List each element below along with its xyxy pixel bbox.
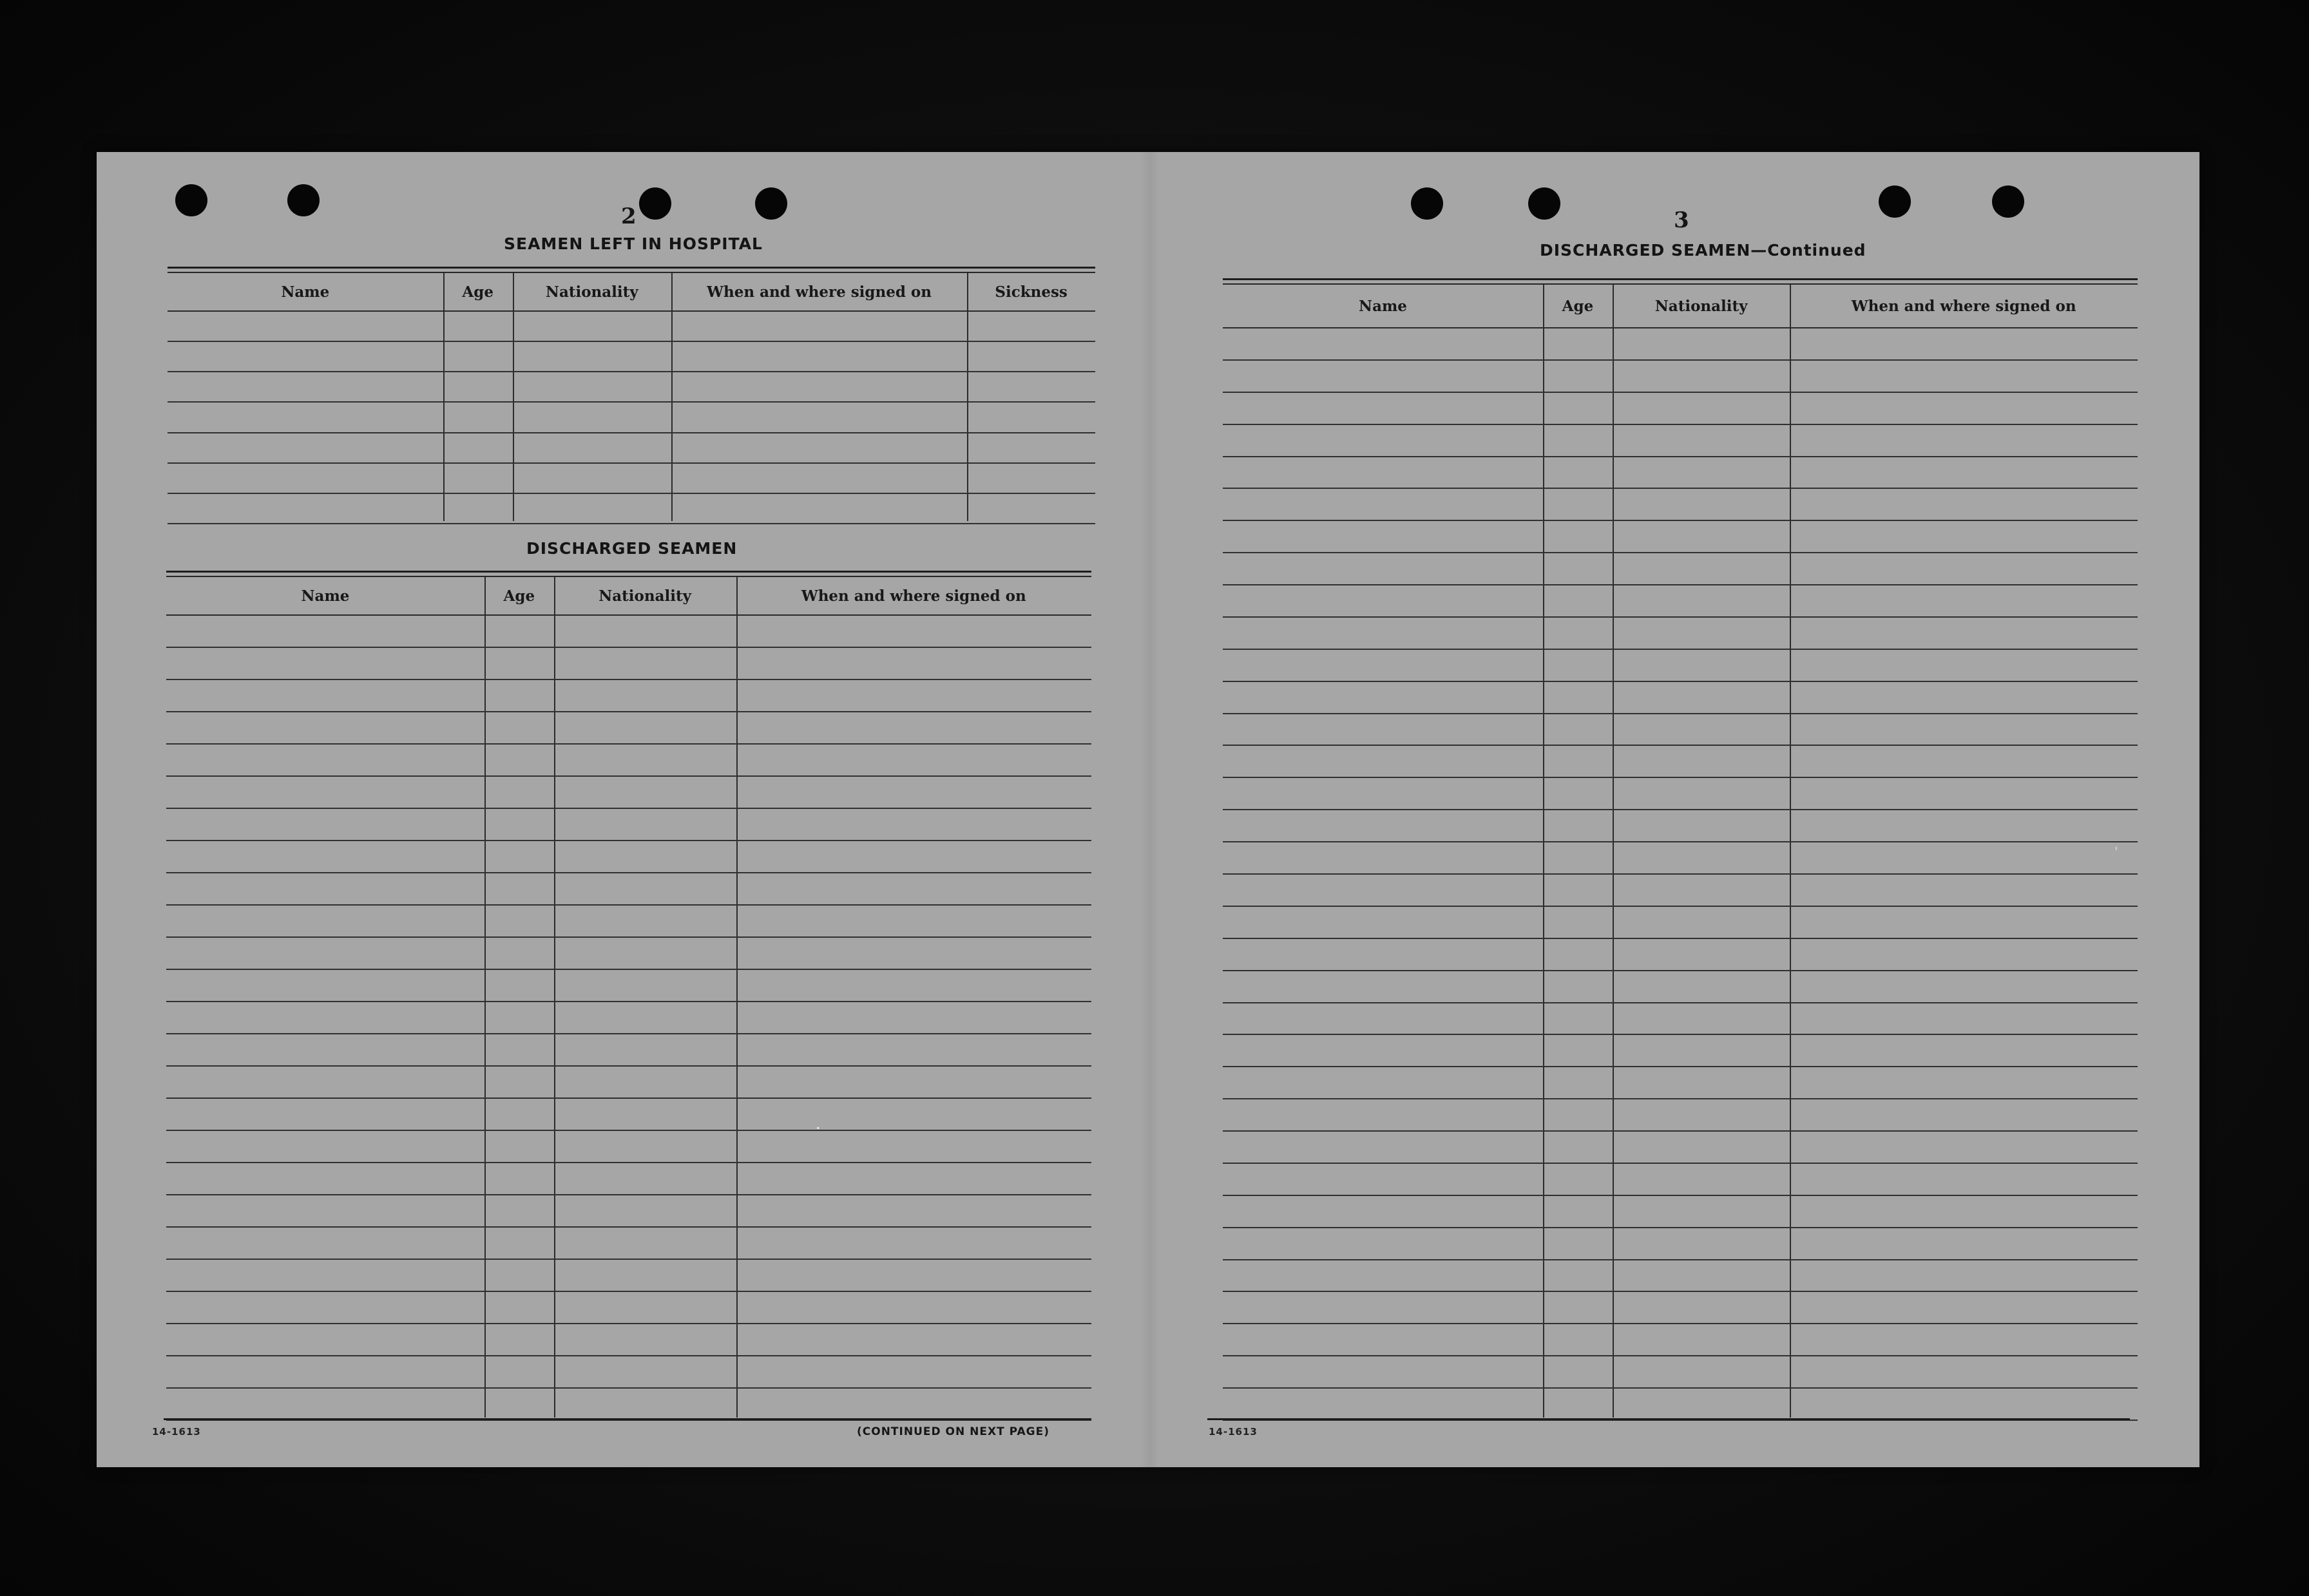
form-row[interactable] (168, 432, 1095, 433)
scan-artifact: · (816, 1119, 821, 1137)
binder-hole (1992, 185, 2024, 218)
form-row[interactable] (166, 904, 1091, 906)
form-row[interactable] (166, 679, 1091, 680)
form-row[interactable] (166, 1033, 1091, 1034)
continued-note: (CONTINUED ON NEXT PAGE) (857, 1425, 1049, 1438)
form-row[interactable] (166, 1001, 1091, 1002)
form-row[interactable] (166, 1355, 1091, 1356)
form-row[interactable] (166, 1162, 1091, 1163)
form-row[interactable] (1223, 1387, 2138, 1389)
form-row[interactable] (168, 462, 1095, 464)
form-row[interactable] (166, 936, 1091, 938)
column-header: Sickness (995, 283, 1068, 301)
center-fold (1140, 152, 1160, 1467)
binder-hole (175, 184, 207, 216)
form-row[interactable] (1223, 1098, 2138, 1099)
form-row[interactable] (1223, 1291, 2138, 1292)
form-row[interactable] (166, 775, 1091, 777)
column-divider (967, 273, 968, 521)
form-row[interactable] (166, 808, 1091, 809)
binder-hole (287, 184, 320, 216)
form-row[interactable] (1223, 970, 2138, 971)
form-row[interactable] (166, 1130, 1091, 1131)
form-row[interactable] (166, 840, 1091, 841)
binder-hole (755, 187, 787, 220)
table-header (166, 577, 1091, 616)
form-row[interactable] (1223, 713, 2138, 714)
left-footer-rule (164, 1418, 1091, 1420)
hospital-section-title: SEAMEN LEFT IN HOSPITAL (504, 234, 763, 253)
form-row[interactable] (1223, 1002, 2138, 1003)
form-row[interactable] (1223, 1323, 2138, 1324)
form-row[interactable] (1223, 392, 2138, 393)
form-row[interactable] (1223, 841, 2138, 842)
scan-artifact: ' (2114, 844, 2118, 859)
right-page-number: 3 (1674, 207, 1689, 233)
form-row[interactable] (166, 647, 1091, 648)
column-header: Name (281, 283, 330, 301)
form-row[interactable] (1223, 424, 2138, 425)
column-header: Nationality (545, 283, 638, 301)
form-row[interactable] (1223, 584, 2138, 585)
form-row[interactable] (168, 493, 1095, 494)
form-row[interactable] (1223, 681, 2138, 682)
binder-hole (1411, 187, 1443, 220)
form-row[interactable] (1223, 552, 2138, 553)
column-divider (513, 273, 514, 521)
form-row[interactable] (166, 1065, 1091, 1067)
form-row[interactable] (1223, 1034, 2138, 1035)
binder-hole (639, 187, 671, 220)
form-row[interactable] (166, 1291, 1091, 1292)
form-row[interactable] (166, 1387, 1091, 1389)
form-row[interactable] (1223, 616, 2138, 618)
column-header: Age (503, 587, 535, 605)
form-row[interactable] (168, 523, 1095, 524)
form-row[interactable] (166, 969, 1091, 970)
form-row[interactable] (1223, 1163, 2138, 1164)
column-divider (443, 273, 445, 521)
form-row[interactable] (168, 371, 1095, 372)
binder-hole (1528, 187, 1560, 220)
column-divider (1543, 285, 1544, 1418)
form-row[interactable] (1223, 1259, 2138, 1260)
column-header: When and where signed on (1851, 297, 2076, 315)
left-page-number: 2 (621, 204, 637, 229)
form-sheet (97, 152, 2199, 1467)
discharged-continued-table (1223, 278, 2138, 1418)
form-row[interactable] (166, 743, 1091, 745)
column-header: Nationality (599, 587, 691, 605)
right-footer-rule (1207, 1418, 2130, 1420)
form-row[interactable] (166, 1194, 1091, 1195)
column-header: When and where signed on (707, 283, 932, 301)
column-divider (1613, 285, 1614, 1418)
form-row[interactable] (168, 341, 1095, 342)
form-row[interactable] (1223, 520, 2138, 521)
form-row[interactable] (1223, 1195, 2138, 1196)
column-divider (1790, 285, 1791, 1418)
form-row[interactable] (168, 401, 1095, 403)
form-row[interactable] (1223, 1227, 2138, 1228)
form-row[interactable] (1223, 745, 2138, 746)
form-row[interactable] (166, 1226, 1091, 1228)
left-form-code: 14-1613 (152, 1426, 201, 1438)
table-header (168, 273, 1095, 312)
form-row[interactable] (1223, 906, 2138, 907)
form-row[interactable] (1223, 488, 2138, 489)
discharged-section-title: DISCHARGED SEAMEN (526, 539, 738, 558)
form-row[interactable] (1223, 456, 2138, 457)
discharged-continued-title: DISCHARGED SEAMEN—Continued (1540, 241, 1866, 260)
form-row[interactable] (1223, 777, 2138, 778)
column-header: Age (1562, 297, 1594, 315)
hospital-table (168, 267, 1095, 521)
discharged-table (166, 571, 1091, 1418)
form-row[interactable] (1223, 938, 2138, 939)
column-header: Nationality (1654, 297, 1748, 315)
column-header: Name (301, 587, 350, 605)
form-row[interactable] (1223, 1130, 2138, 1132)
form-row[interactable] (1223, 1066, 2138, 1067)
form-row[interactable] (1223, 873, 2138, 875)
form-row[interactable] (166, 1097, 1091, 1099)
column-divider (671, 273, 673, 521)
form-row[interactable] (166, 1259, 1091, 1260)
table-header (1223, 285, 2138, 328)
column-header: Age (462, 283, 493, 301)
right-form-code: 14-1613 (1209, 1426, 1258, 1438)
form-row[interactable] (1223, 1355, 2138, 1356)
column-header: Name (1359, 297, 1407, 315)
form-row[interactable] (166, 872, 1091, 873)
form-row[interactable] (166, 711, 1091, 712)
form-row[interactable] (1223, 649, 2138, 650)
form-row[interactable] (1223, 359, 2138, 361)
binder-hole (1879, 185, 1911, 218)
form-row[interactable] (1223, 809, 2138, 810)
form-row[interactable] (166, 1323, 1091, 1324)
column-header: When and where signed on (801, 587, 1026, 605)
